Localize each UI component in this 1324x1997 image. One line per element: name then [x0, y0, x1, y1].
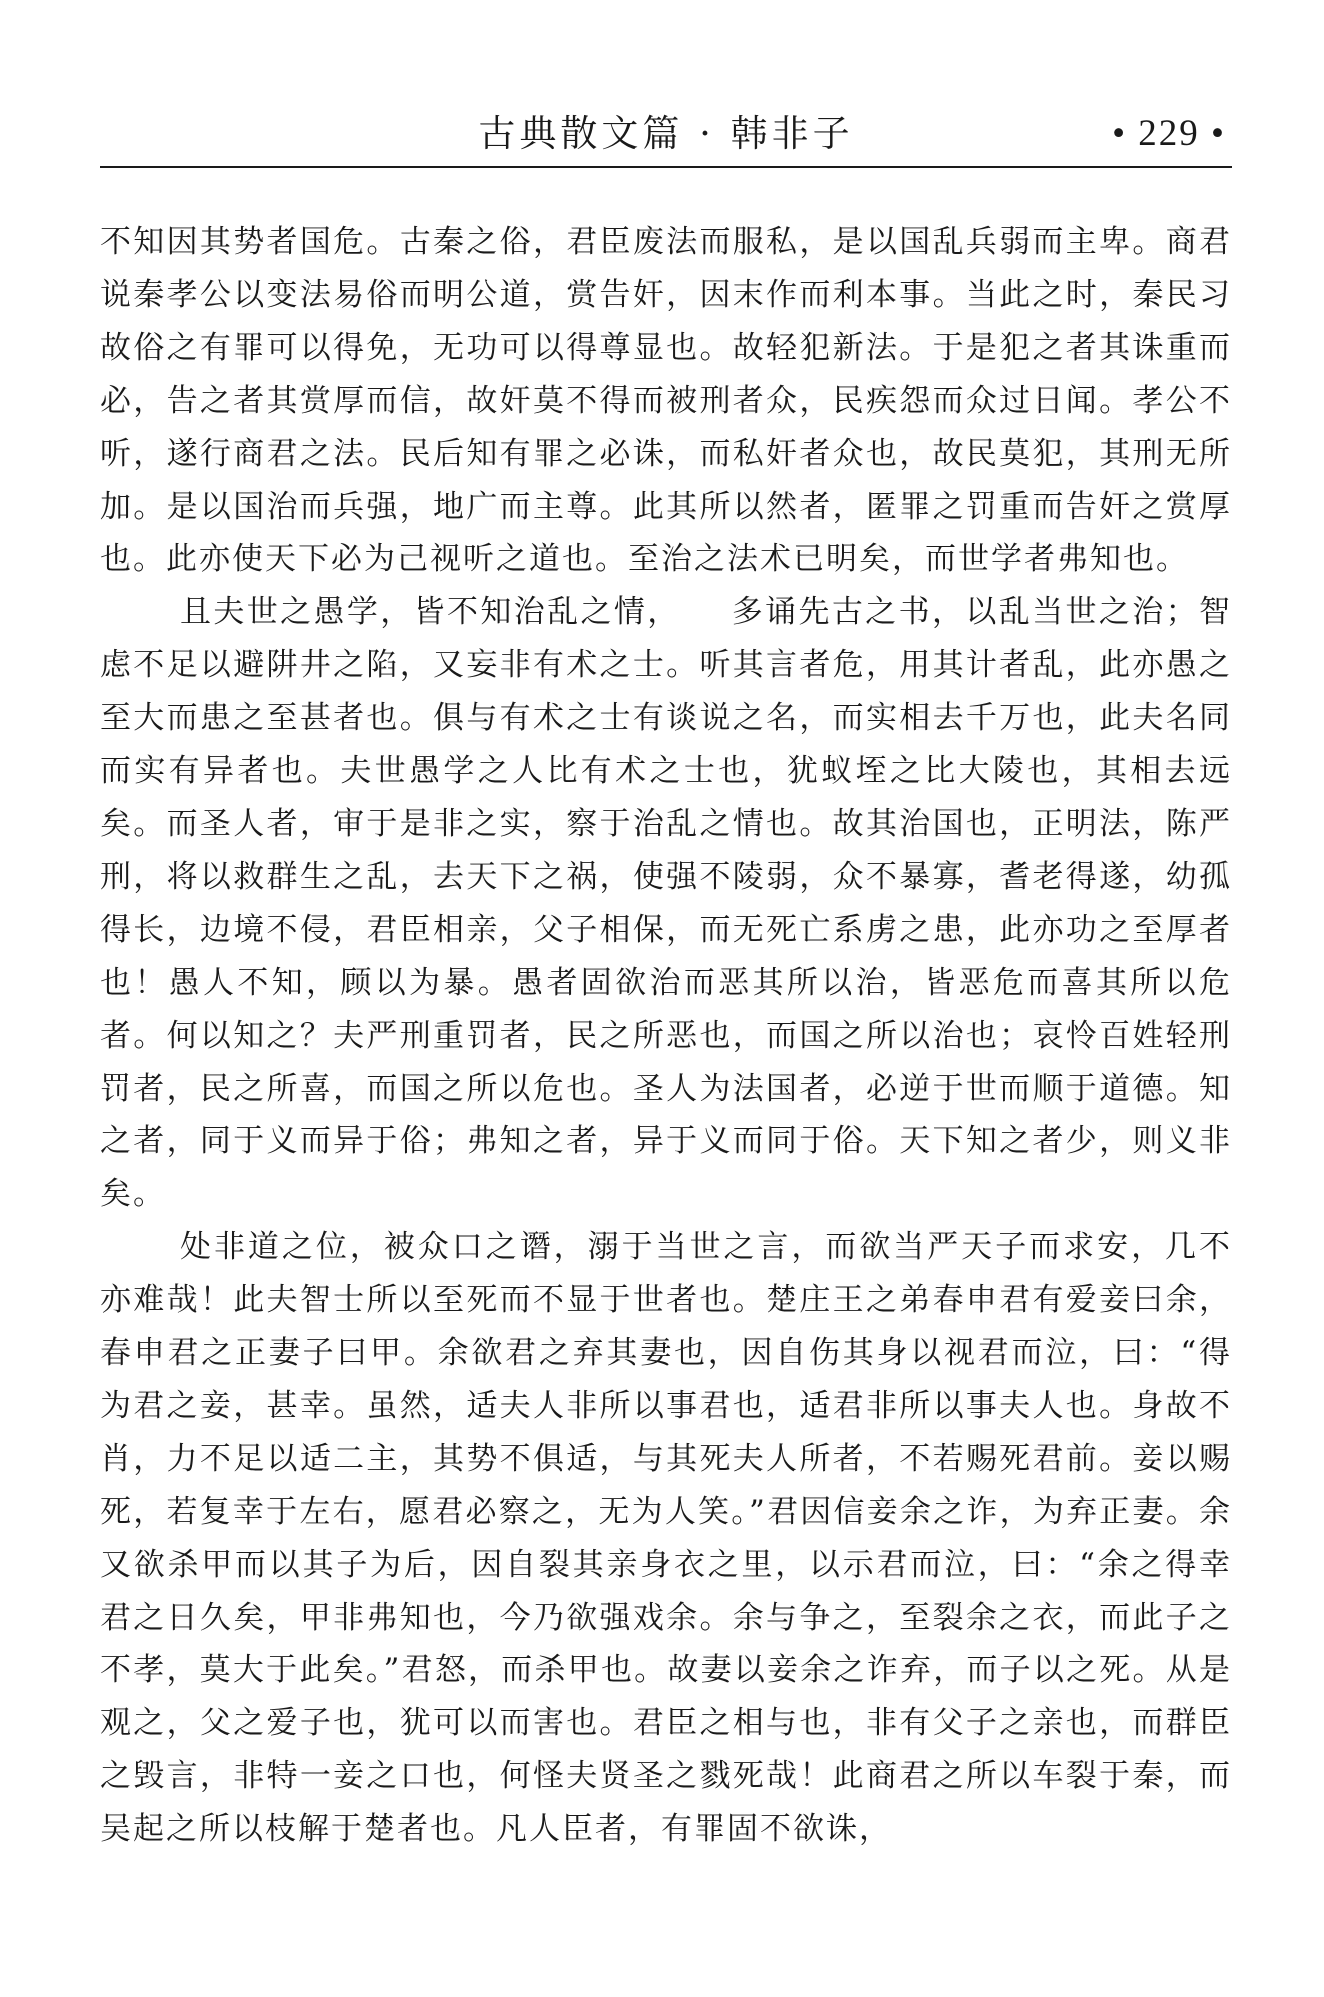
paragraph-1: 不知因其势者国危。古秦之俗，君臣废法而服私，是以国乱兵弱而主卑。商君说秦孝公以变法易俗而明公道，赏告奸，因末作而利本事。当此之时，秦民习故俗之有罪可以得免，无功可以得尊显也。故轻犯新法。于是犯之者其诛重而必，告之者其赏厚而信，故奸莫不得而被刑者众，民疾怨而众过日闻。孝公不听，遂行商君之法。民后知有罪之必诛，而私奸者众也，故民莫犯，其刑无所加。是以国治而兵强，地广而主尊。此其所以然者，匿罪之罚重而告奸之赏厚也。此亦使天下必为己视听之道也。至治之法术已明矣，而世学者弗知也。	[100, 224, 1232, 578]
header-title: 古典散文篇 · 韩非子	[478, 112, 854, 155]
body-text	[100, 216, 1232, 1856]
page-number: • 229 •	[1112, 113, 1226, 154]
paragraph-3: 处非道之位，被众口之谮，溺于当世之言，而欲当严天子而求安，几不亦难哉！此夫智士所以至死而不显于世者也。楚庄王之弟春申君有爱妾曰余，春申君之正妻子曰甲。余欲君之弃其妻也，因自伤其身以视君而泣，曰：“得为君之妾，甚幸。虽然，适夫人非所以事君也，适君非所以事夫人也。身故不肖，力不足以适二主，其势不俱适，与其死夫人所者，不若赐死君前。妾以赐死，若复幸于左右，愿君必察之，无为人笑。”君因信妾余之诈，为弃正妻。余又欲杀甲而以其子为后，因自裂其亲身衣之里，以示君而泣，曰：“余之得幸君之日久矣，甲非弗知也，今乃欲强戏余。余与争之，至裂余之衣，而此子之不孝，莫大于此矣。”君怒，而杀甲也。故妻以妾余之诈弃，而子以之死。从是观之，父之爱子也，犹可以而害也。君臣之相与也，非有父子之亲也，而群臣之毁言，非特一妾之口也，何怪夫贤圣之戮死哉！此商君之所以车裂于秦，而吴起之所以枝解于楚者也。凡人臣者，有罪固不欲诛，	[100, 1229, 1232, 1848]
paragraph-2: 且夫世之愚学，皆不知治乱之情， 多诵先古之书，以乱当世之治；智虑不足以避阱井之陷，又妄非有术之士。听其言者危，用其计者乱，此亦愚之至大而患之至甚者也。俱与有术之士有谈说之名，而实相去千万也，此夫名同而实有异者也。夫世愚学之人比有术之士也，犹蚁垤之比大陵也，其相去远矣。而圣人者，审于是非之实，察于治乱之情也。故其治国也，正明法，陈严刑，将以救群生之乱，去天下之祸，使强不陵弱，众不暴寡，耆老得遂，幼孤得长，边境不侵，君臣相亲，父子相保，而无死亡系虏之患，此亦功之至厚者也！愚人不知，顾以为暴。愚者固欲治而恶其所以治，皆恶危而喜其所以危者。何以知之？夫严刑重罚者，民之所恶也，而国之所以治也；哀怜百姓轻刑罚者，民之所喜，而国之所以危也。圣人为法国者，必逆于世而顺于道德。知之者，同于义而异于俗；弗知之者，异于义而同于俗。天下知之者少，则义非矣。	[100, 594, 1232, 1213]
running-header	[100, 104, 1232, 168]
